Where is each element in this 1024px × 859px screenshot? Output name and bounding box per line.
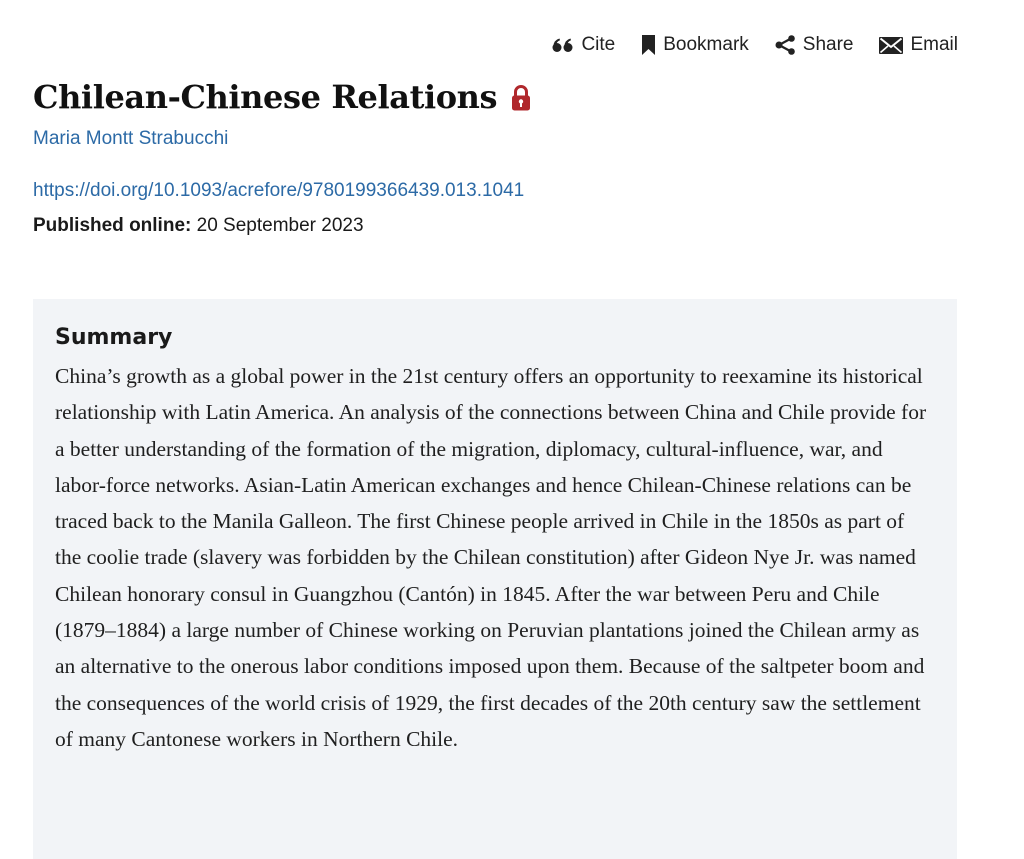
- bookmark-icon: [641, 35, 656, 55]
- envelope-icon: [879, 37, 903, 54]
- summary-text: China’s growth as a global power in the 21st century offers an opportunity to reexamine its historical relationship with Latin America. An analysis of the connections between China and Chile provide for a better understanding of the formation of the migration, diplomacy, cultural-influence, war, and labor-force networks. Asian-Latin American exchanges and hence Chilean-Chinese relations can be traced back to the Manila Galleon. The first Chinese people arrived in Chile in the 1850s as part of the coolie trade (slavery was forbidden by the Chilean constitution) after Gideon Nye Jr. was named Chilean honorary consul in Guangzhou (Cantón) in 1845. After the war between Peru and Chile (1879–1884) a large number of Chinese working on Peruvian plantations joined the Chilean army as an alternative to the onerous labor conditions imposed upon them. Because of the saltpeter boom and the consequences of the world crisis of 1929, the first decades of the 20th century saw the settlement of many Cantonese workers in Northern Chile.: [55, 364, 927, 751]
- published-label: Published online:: [33, 215, 192, 236]
- published-date: 20 September 2023: [196, 215, 364, 236]
- doi-link[interactable]: https://doi.org/10.1093/acrefore/9780199366439.013.1041: [33, 180, 525, 201]
- cite-button[interactable]: [552, 34, 615, 56]
- cite-label: Cite: [581, 34, 616, 55]
- article-title: Chilean-Chinese Relations: [33, 78, 498, 116]
- publication-date: [33, 215, 364, 237]
- quote-icon: [552, 37, 574, 53]
- lock-icon: [511, 84, 531, 111]
- article-toolbar: [552, 34, 958, 56]
- share-button[interactable]: [775, 34, 854, 56]
- author-link[interactable]: Maria Montt Strabucchi: [33, 128, 229, 149]
- summary-heading: Summary: [55, 325, 173, 350]
- bookmark-button[interactable]: [641, 34, 749, 56]
- share-icon: [775, 35, 796, 55]
- email-button[interactable]: [879, 34, 958, 56]
- summary-section: [33, 299, 957, 859]
- bookmark-label: Bookmark: [663, 34, 749, 55]
- email-label: Email: [910, 34, 958, 55]
- share-label: Share: [802, 34, 854, 55]
- title-row: [33, 78, 531, 116]
